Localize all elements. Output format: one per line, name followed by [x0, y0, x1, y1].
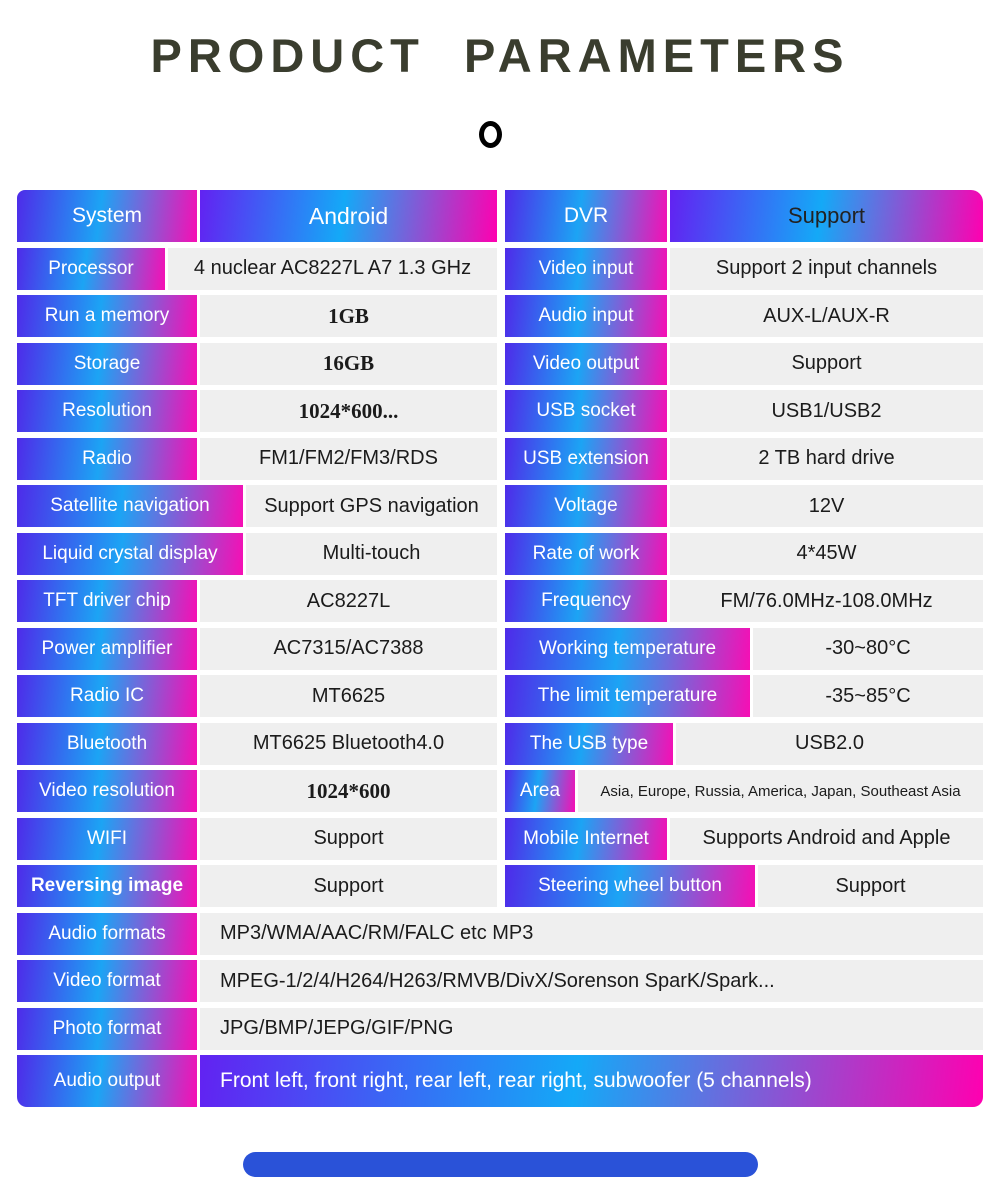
table-row — [17, 818, 983, 860]
spec-label: Working temperature — [505, 628, 750, 670]
table-row — [17, 675, 983, 717]
spec-label: Liquid crystal display — [17, 533, 243, 575]
spec-value-system: Android — [200, 190, 497, 242]
spec-label: Resolution — [17, 390, 197, 432]
spec-label: Processor — [17, 248, 165, 290]
spec-label: Storage — [17, 343, 197, 385]
table-row — [17, 438, 983, 480]
table-row — [17, 865, 983, 907]
spec-label-dvr: DVR — [505, 190, 667, 242]
spec-label: Audio output — [17, 1055, 197, 1107]
spec-label: Audio input — [505, 295, 667, 337]
spec-value: -30~80°C — [753, 628, 983, 670]
spec-label: Reversing image — [17, 865, 197, 907]
spec-label: Video output — [505, 343, 667, 385]
spec-label: USB socket — [505, 390, 667, 432]
spec-label: Mobile Internet — [505, 818, 667, 860]
spec-label: Area — [505, 770, 575, 812]
spec-value: 1024*600 — [200, 770, 497, 812]
spec-label: Rate of work — [505, 533, 667, 575]
table-row — [17, 770, 983, 812]
spec-label: Audio formats — [17, 913, 197, 955]
spec-label: TFT driver chip — [17, 580, 197, 622]
table-row — [17, 1008, 983, 1050]
spec-value: Multi-touch — [246, 533, 497, 575]
spec-label: Radio — [17, 438, 197, 480]
spec-value: AC7315/AC7388 — [200, 628, 497, 670]
spec-value: USB1/USB2 — [670, 390, 983, 432]
spec-value: Support — [670, 343, 983, 385]
table-row — [17, 913, 983, 955]
spec-value: AUX-L/AUX-R — [670, 295, 983, 337]
spec-value: 1024*600... — [200, 390, 497, 432]
spec-label: The USB type — [505, 723, 673, 765]
table-row — [17, 343, 983, 385]
spec-value: Support GPS navigation — [246, 485, 497, 527]
spec-value: MT6625 — [200, 675, 497, 717]
spec-label: USB extension — [505, 438, 667, 480]
spec-label: Power amplifier — [17, 628, 197, 670]
spec-value: Support — [758, 865, 983, 907]
table-row — [17, 723, 983, 765]
spec-value: -35~85°C — [753, 675, 983, 717]
spec-label: Run a memory — [17, 295, 197, 337]
spec-value: JPG/BMP/JEPG/GIF/PNG — [200, 1008, 983, 1050]
table-row — [17, 580, 983, 622]
spec-value: MP3/WMA/AAC/RM/FALC etc MP3 — [200, 913, 983, 955]
spec-label-system: System — [17, 190, 197, 242]
spec-label: Steering wheel button — [505, 865, 755, 907]
spec-label: Video format — [17, 960, 197, 1002]
table-row — [17, 960, 983, 1002]
spec-value: Support 2 input channels — [670, 248, 983, 290]
spec-label: Radio IC — [17, 675, 197, 717]
spec-label: The limit temperature — [505, 675, 750, 717]
table-row — [17, 295, 983, 337]
spec-value: Supports Android and Apple — [670, 818, 983, 860]
table-row — [17, 485, 983, 527]
table-row — [17, 390, 983, 432]
spec-value: 4*45W — [670, 533, 983, 575]
spec-value: 4 nuclear AC8227L A7 1.3 GHz — [168, 248, 497, 290]
spec-value: Support — [200, 865, 497, 907]
spec-value: Front left, front right, rear left, rear right, subwoofer (5 channels) — [200, 1055, 983, 1107]
spec-label: Video input — [505, 248, 667, 290]
spec-value: USB2.0 — [676, 723, 983, 765]
table-row — [17, 628, 983, 670]
spec-label: Satellite navigation — [17, 485, 243, 527]
table-header-row — [17, 190, 983, 242]
table-row — [17, 533, 983, 575]
spec-value: FM1/FM2/FM3/RDS — [200, 438, 497, 480]
spec-label: Bluetooth — [17, 723, 197, 765]
spec-value: FM/76.0MHz-108.0MHz — [670, 580, 983, 622]
spec-label: Frequency — [505, 580, 667, 622]
spec-value: 2 TB hard drive — [670, 438, 983, 480]
spec-value: 1GB — [200, 295, 497, 337]
spec-label: Voltage — [505, 485, 667, 527]
spec-table — [17, 190, 983, 1107]
table-row — [17, 248, 983, 290]
spec-label: WIFI — [17, 818, 197, 860]
page-title: PRODUCT PARAMETERS — [150, 29, 850, 82]
bottom-bar — [243, 1152, 758, 1177]
spec-value: Asia, Europe, Russia, America, Japan, Southeast Asia — [578, 770, 983, 812]
spec-label: Video resolution — [17, 770, 197, 812]
spec-value: Support — [200, 818, 497, 860]
spec-value: 16GB — [200, 343, 497, 385]
circle-ornament — [479, 121, 502, 148]
spec-value: 12V — [670, 485, 983, 527]
spec-value-dvr: Support — [670, 190, 983, 242]
table-row — [17, 1055, 983, 1107]
spec-value: MT6625 Bluetooth4.0 — [200, 723, 497, 765]
spec-label: Photo format — [17, 1008, 197, 1050]
spec-value: MPEG-1/2/4/H264/H263/RMVB/DivX/Sorenson SparK/Spark... — [200, 960, 983, 1002]
spec-value: AC8227L — [200, 580, 497, 622]
